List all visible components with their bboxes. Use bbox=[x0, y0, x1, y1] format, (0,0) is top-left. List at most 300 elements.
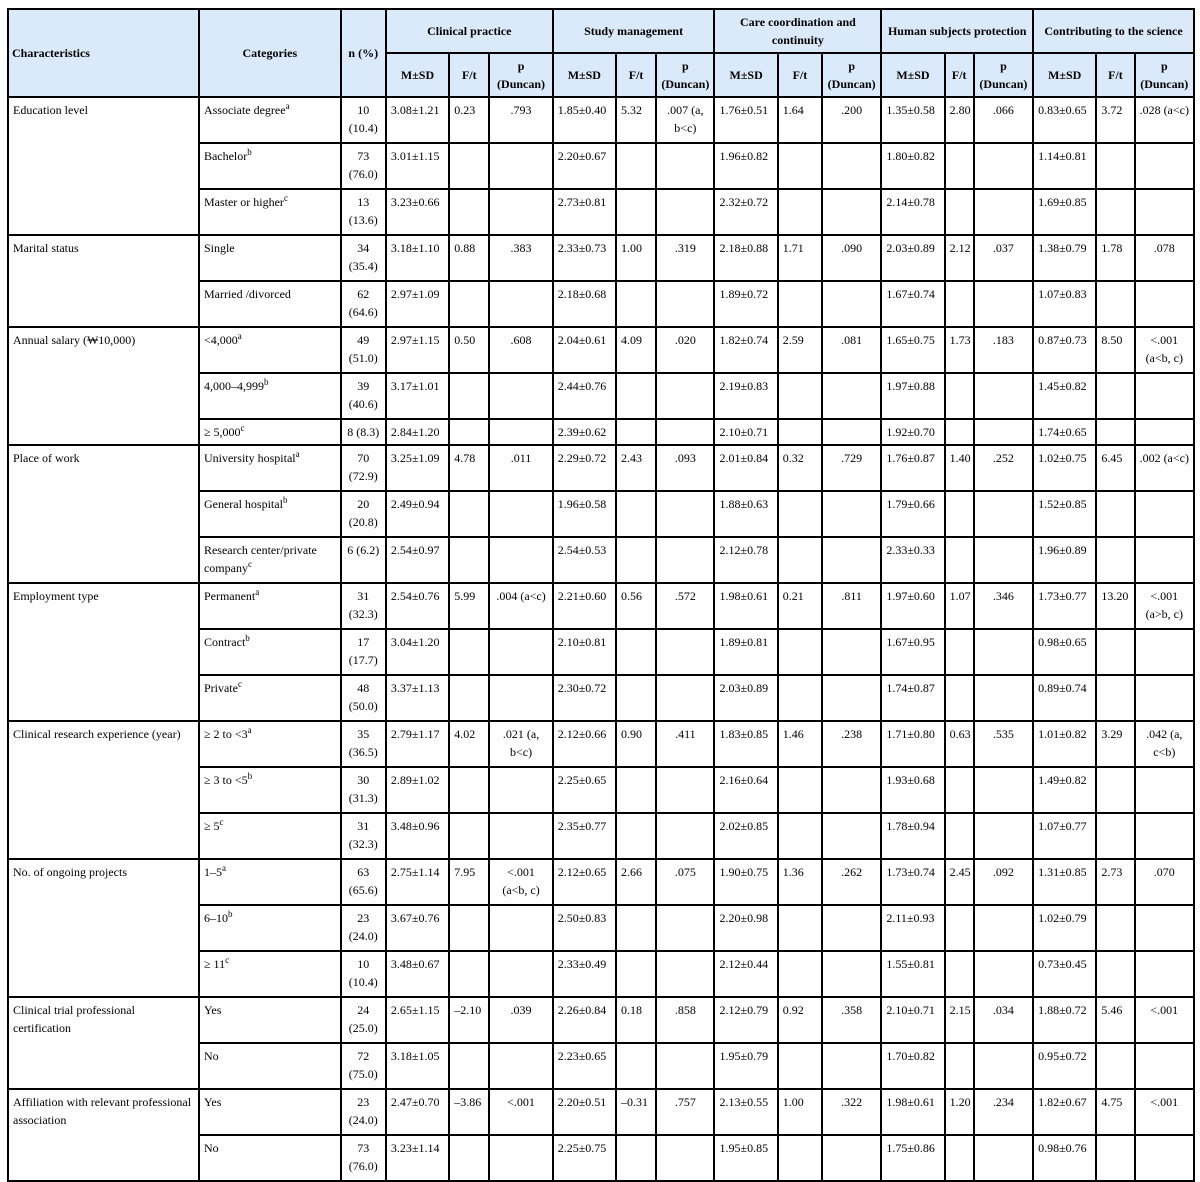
table-row bbox=[8, 721, 1194, 767]
p-cell: .793 bbox=[489, 97, 552, 143]
p-cell: .757 bbox=[656, 1089, 714, 1135]
msd-cell: 3.67±0.76 bbox=[386, 905, 449, 951]
category-cell bbox=[199, 1089, 341, 1135]
msd-cell: 1.80±0.82 bbox=[881, 143, 944, 189]
group-superscript: c bbox=[247, 559, 252, 569]
msd-cell: 1.07±0.77 bbox=[1033, 813, 1096, 859]
msd-cell: 1.97±0.88 bbox=[881, 373, 944, 419]
msd-cell: 2.02±0.85 bbox=[714, 813, 777, 859]
ft-cell bbox=[778, 675, 822, 721]
p-cell: .608 bbox=[489, 327, 552, 373]
characteristic-cell: Clinical trial professional certification bbox=[8, 997, 199, 1089]
msd-cell: 2.03±0.89 bbox=[714, 675, 777, 721]
ft-cell: 0.92 bbox=[778, 997, 822, 1043]
ft-cell bbox=[1096, 189, 1134, 235]
p-cell: <.001 (a<b, c) bbox=[1135, 327, 1194, 373]
msd-cell: 2.65±1.15 bbox=[386, 997, 449, 1043]
group-superscript: c bbox=[240, 423, 245, 433]
p-cell bbox=[1135, 189, 1194, 235]
msd-cell: 1.02±0.75 bbox=[1033, 445, 1096, 491]
p-cell bbox=[1135, 491, 1194, 537]
msd-cell: 2.12±0.79 bbox=[714, 997, 777, 1043]
category-cell bbox=[199, 721, 341, 767]
ft-cell bbox=[616, 281, 656, 327]
category-cell bbox=[199, 905, 341, 951]
msd-cell: 1.14±0.81 bbox=[1033, 143, 1096, 189]
msd-cell: 3.04±1.20 bbox=[386, 629, 449, 675]
ft-cell: 4.75 bbox=[1096, 1089, 1134, 1135]
p-cell bbox=[489, 143, 552, 189]
p-cell bbox=[974, 189, 1033, 235]
n-percent-cell: 73 (76.0) bbox=[341, 143, 386, 189]
p-cell bbox=[822, 813, 881, 859]
p-cell bbox=[822, 281, 881, 327]
ft-cell bbox=[778, 189, 822, 235]
table-row bbox=[8, 97, 1194, 143]
group-superscript: c bbox=[225, 955, 230, 965]
n-percent-cell: 34 (35.4) bbox=[341, 235, 386, 281]
msd-cell: 1.55±0.81 bbox=[881, 951, 944, 997]
msd-cell: 3.23±1.14 bbox=[386, 1135, 449, 1181]
ft-cell bbox=[449, 905, 489, 951]
ft-cell bbox=[945, 629, 974, 675]
header-categories: Categories bbox=[199, 9, 341, 97]
ft-cell: 8.50 bbox=[1096, 327, 1134, 373]
msd-cell: 2.12±0.65 bbox=[553, 859, 616, 905]
msd-cell: 2.97±1.15 bbox=[386, 327, 449, 373]
msd-cell: 2.84±1.20 bbox=[386, 419, 449, 445]
msd-cell: 2.47±0.70 bbox=[386, 1089, 449, 1135]
ft-cell: 1.00 bbox=[778, 1089, 822, 1135]
header-msd: M±SD bbox=[553, 53, 616, 97]
category-cell bbox=[199, 951, 341, 997]
msd-cell: 2.13±0.55 bbox=[714, 1089, 777, 1135]
ft-cell bbox=[945, 537, 974, 583]
p-cell: .200 bbox=[822, 97, 881, 143]
msd-cell: 3.18±1.10 bbox=[386, 235, 449, 281]
msd-cell: 2.33±0.49 bbox=[553, 951, 616, 997]
n-percent-cell: 8 (8.3) bbox=[341, 419, 386, 445]
ft-cell bbox=[1096, 281, 1134, 327]
p-cell bbox=[822, 1043, 881, 1089]
category-label: Master or higher bbox=[203, 195, 284, 209]
category-label: ≥ 5,000 bbox=[203, 425, 241, 439]
category-cell bbox=[199, 767, 341, 813]
ft-cell bbox=[616, 629, 656, 675]
p-cell bbox=[656, 1043, 714, 1089]
p-cell bbox=[974, 675, 1033, 721]
category-label: No bbox=[203, 1049, 219, 1063]
msd-cell: 1.88±0.63 bbox=[714, 491, 777, 537]
p-cell bbox=[1135, 419, 1194, 445]
p-cell: .411 bbox=[656, 721, 714, 767]
p-cell: .042 (a, c<b) bbox=[1135, 721, 1194, 767]
group-superscript: a bbox=[221, 863, 226, 873]
ft-cell: 0.56 bbox=[616, 583, 656, 629]
table-body bbox=[8, 97, 1194, 1181]
p-cell bbox=[656, 813, 714, 859]
ft-cell: 0.18 bbox=[616, 997, 656, 1043]
msd-cell: 2.33±0.33 bbox=[881, 537, 944, 583]
ft-cell: –3.86 bbox=[449, 1089, 489, 1135]
ft-cell bbox=[1096, 951, 1134, 997]
msd-cell: 2.35±0.77 bbox=[553, 813, 616, 859]
ft-cell: 2.80 bbox=[945, 97, 974, 143]
category-label: University hospital bbox=[203, 451, 296, 465]
p-cell bbox=[822, 373, 881, 419]
msd-cell: 1.07±0.83 bbox=[1033, 281, 1096, 327]
p-cell bbox=[974, 629, 1033, 675]
ft-cell bbox=[945, 1043, 974, 1089]
msd-cell: 2.33±0.73 bbox=[553, 235, 616, 281]
ft-cell: 7.95 bbox=[449, 859, 489, 905]
msd-cell: 0.87±0.73 bbox=[1033, 327, 1096, 373]
ft-cell bbox=[1096, 767, 1134, 813]
msd-cell: 2.30±0.72 bbox=[553, 675, 616, 721]
ft-cell: 1.78 bbox=[1096, 235, 1134, 281]
group-superscript: c bbox=[283, 193, 288, 203]
p-cell: .090 bbox=[822, 235, 881, 281]
ft-cell bbox=[616, 419, 656, 445]
p-cell bbox=[1135, 675, 1194, 721]
ft-cell bbox=[449, 1043, 489, 1089]
category-label: ≥ 5 bbox=[203, 819, 220, 833]
p-cell bbox=[974, 491, 1033, 537]
n-percent-cell: 48 (50.0) bbox=[341, 675, 386, 721]
msd-cell: 1.82±0.74 bbox=[714, 327, 777, 373]
n-percent-cell: 73 (76.0) bbox=[341, 1135, 386, 1181]
group-superscript: c bbox=[219, 817, 224, 827]
ft-cell bbox=[945, 281, 974, 327]
ft-cell bbox=[449, 189, 489, 235]
p-cell bbox=[974, 951, 1033, 997]
ft-cell: 3.72 bbox=[1096, 97, 1134, 143]
p-cell bbox=[489, 189, 552, 235]
ft-cell bbox=[449, 951, 489, 997]
ft-cell: –0.31 bbox=[616, 1089, 656, 1135]
n-percent-cell: 10 (10.4) bbox=[341, 97, 386, 143]
category-label: ≥ 11 bbox=[203, 957, 226, 971]
ft-cell bbox=[778, 281, 822, 327]
category-cell bbox=[199, 1043, 341, 1089]
p-cell bbox=[489, 419, 552, 445]
msd-cell: 2.18±0.88 bbox=[714, 235, 777, 281]
ft-cell bbox=[449, 373, 489, 419]
n-percent-cell: 30 (31.3) bbox=[341, 767, 386, 813]
header-p-duncan: p (Duncan) bbox=[822, 53, 881, 97]
p-cell bbox=[656, 491, 714, 537]
p-cell: .811 bbox=[822, 583, 881, 629]
p-cell bbox=[1135, 1135, 1194, 1181]
p-cell bbox=[974, 1135, 1033, 1181]
ft-cell bbox=[945, 143, 974, 189]
p-cell: .238 bbox=[822, 721, 881, 767]
group-superscript: a bbox=[247, 725, 252, 735]
p-cell: .092 bbox=[974, 859, 1033, 905]
characteristic-cell: Affiliation with relevant professional association bbox=[8, 1089, 199, 1181]
ft-cell bbox=[945, 767, 974, 813]
msd-cell: 3.23±0.66 bbox=[386, 189, 449, 235]
p-cell bbox=[822, 629, 881, 675]
ft-cell bbox=[778, 813, 822, 859]
ft-cell: 5.46 bbox=[1096, 997, 1134, 1043]
category-cell bbox=[199, 281, 341, 327]
group-superscript: b bbox=[247, 771, 253, 781]
p-cell bbox=[974, 1043, 1033, 1089]
msd-cell: 3.08±1.21 bbox=[386, 97, 449, 143]
ft-cell: 1.46 bbox=[778, 721, 822, 767]
p-cell: .858 bbox=[656, 997, 714, 1043]
ft-cell bbox=[616, 675, 656, 721]
msd-cell: 1.98±0.61 bbox=[714, 583, 777, 629]
n-percent-cell: 63 (65.6) bbox=[341, 859, 386, 905]
msd-cell: 1.82±0.67 bbox=[1033, 1089, 1096, 1135]
category-cell bbox=[199, 675, 341, 721]
table-row bbox=[8, 859, 1194, 905]
category-label: Research center/private company bbox=[203, 543, 317, 575]
header-ft: F/t bbox=[778, 53, 822, 97]
n-percent-cell: 31 (32.3) bbox=[341, 583, 386, 629]
p-cell: .252 bbox=[974, 445, 1033, 491]
p-cell: .020 bbox=[656, 327, 714, 373]
ft-cell bbox=[1096, 813, 1134, 859]
msd-cell: 1.65±0.75 bbox=[881, 327, 944, 373]
msd-cell: 2.32±0.72 bbox=[714, 189, 777, 235]
p-cell bbox=[974, 419, 1033, 445]
n-percent-cell: 23 (24.0) bbox=[341, 905, 386, 951]
ft-cell bbox=[1096, 905, 1134, 951]
msd-cell: 0.98±0.65 bbox=[1033, 629, 1096, 675]
msd-cell: 2.10±0.71 bbox=[881, 997, 944, 1043]
header-n: n (%) bbox=[341, 9, 386, 97]
ft-cell: 0.21 bbox=[778, 583, 822, 629]
group-superscript: b bbox=[227, 909, 233, 919]
p-cell bbox=[974, 281, 1033, 327]
msd-cell: 1.88±0.72 bbox=[1033, 997, 1096, 1043]
msd-cell: 2.12±0.78 bbox=[714, 537, 777, 583]
p-cell bbox=[489, 373, 552, 419]
msd-cell: 1.96±0.58 bbox=[553, 491, 616, 537]
ft-cell bbox=[778, 1043, 822, 1089]
group-superscript: b bbox=[282, 495, 288, 505]
header-ft: F/t bbox=[1096, 53, 1134, 97]
category-label: Private bbox=[203, 681, 238, 695]
p-cell bbox=[489, 951, 552, 997]
p-cell bbox=[489, 1135, 552, 1181]
category-cell bbox=[199, 813, 341, 859]
ft-cell bbox=[616, 373, 656, 419]
p-cell: .066 bbox=[974, 97, 1033, 143]
p-cell bbox=[1135, 373, 1194, 419]
msd-cell: 0.83±0.65 bbox=[1033, 97, 1096, 143]
characteristic-cell: Employment type bbox=[8, 583, 199, 721]
p-cell: .358 bbox=[822, 997, 881, 1043]
msd-cell: 1.96±0.82 bbox=[714, 143, 777, 189]
header-group-study-management: Study management bbox=[553, 9, 715, 53]
p-cell bbox=[822, 189, 881, 235]
n-percent-cell: 24 (25.0) bbox=[341, 997, 386, 1043]
p-cell bbox=[656, 675, 714, 721]
category-cell bbox=[199, 491, 341, 537]
msd-cell: 2.44±0.76 bbox=[553, 373, 616, 419]
p-cell bbox=[822, 905, 881, 951]
n-percent-cell: 20 (20.8) bbox=[341, 491, 386, 537]
p-cell: .572 bbox=[656, 583, 714, 629]
msd-cell: 2.25±0.75 bbox=[553, 1135, 616, 1181]
n-percent-cell: 17 (17.7) bbox=[341, 629, 386, 675]
header-p-duncan: p (Duncan) bbox=[1135, 53, 1194, 97]
n-percent-cell: 72 (75.0) bbox=[341, 1043, 386, 1089]
p-cell bbox=[974, 373, 1033, 419]
ft-cell bbox=[449, 537, 489, 583]
ft-cell bbox=[1096, 491, 1134, 537]
ft-cell bbox=[945, 491, 974, 537]
p-cell bbox=[822, 419, 881, 445]
n-percent-cell: 49 (51.0) bbox=[341, 327, 386, 373]
header-p-duncan: p (Duncan) bbox=[974, 53, 1033, 97]
ft-cell: 1.00 bbox=[616, 235, 656, 281]
p-cell bbox=[489, 537, 552, 583]
category-label: No bbox=[203, 1141, 219, 1155]
category-label: Yes bbox=[203, 1095, 222, 1109]
msd-cell: 1.01±0.82 bbox=[1033, 721, 1096, 767]
p-cell: .004 (a<c) bbox=[489, 583, 552, 629]
header-group-clinical-practice: Clinical practice bbox=[386, 9, 553, 53]
msd-cell: 2.01±0.84 bbox=[714, 445, 777, 491]
n-percent-cell: 62 (64.6) bbox=[341, 281, 386, 327]
category-cell bbox=[199, 1135, 341, 1181]
category-label: Single bbox=[203, 241, 235, 255]
category-cell bbox=[199, 143, 341, 189]
msd-cell: 1.74±0.65 bbox=[1033, 419, 1096, 445]
table-container bbox=[7, 8, 1195, 1182]
p-cell bbox=[974, 813, 1033, 859]
table-row bbox=[8, 445, 1194, 491]
ft-cell bbox=[778, 767, 822, 813]
p-cell: .183 bbox=[974, 327, 1033, 373]
p-cell bbox=[974, 143, 1033, 189]
ft-cell bbox=[778, 537, 822, 583]
p-cell: .007 (a, b<c) bbox=[656, 97, 714, 143]
msd-cell: 1.35±0.58 bbox=[881, 97, 944, 143]
header-p-duncan: p (Duncan) bbox=[489, 53, 552, 97]
p-cell bbox=[489, 767, 552, 813]
msd-cell: 1.97±0.60 bbox=[881, 583, 944, 629]
msd-cell: 2.20±0.51 bbox=[553, 1089, 616, 1135]
msd-cell: 2.23±0.65 bbox=[553, 1043, 616, 1089]
msd-cell: 2.12±0.66 bbox=[553, 721, 616, 767]
p-cell bbox=[822, 491, 881, 537]
n-percent-cell: 70 (72.9) bbox=[341, 445, 386, 491]
p-cell: .037 bbox=[974, 235, 1033, 281]
ft-cell bbox=[449, 1135, 489, 1181]
p-cell bbox=[974, 767, 1033, 813]
msd-cell: 1.92±0.70 bbox=[881, 419, 944, 445]
characteristic-cell: No. of ongoing projects bbox=[8, 859, 199, 997]
n-percent-cell: 31 (32.3) bbox=[341, 813, 386, 859]
msd-cell: 1.49±0.82 bbox=[1033, 767, 1096, 813]
ft-cell bbox=[616, 905, 656, 951]
msd-cell: 2.10±0.71 bbox=[714, 419, 777, 445]
msd-cell: 0.89±0.74 bbox=[1033, 675, 1096, 721]
ft-cell bbox=[945, 189, 974, 235]
msd-cell: 2.97±1.09 bbox=[386, 281, 449, 327]
category-label: General hospital bbox=[203, 497, 283, 511]
ft-cell: 1.36 bbox=[778, 859, 822, 905]
group-superscript: a bbox=[237, 331, 242, 341]
msd-cell: 2.14±0.78 bbox=[881, 189, 944, 235]
msd-cell: 1.98±0.61 bbox=[881, 1089, 944, 1135]
msd-cell: 2.39±0.62 bbox=[553, 419, 616, 445]
ft-cell: 0.32 bbox=[778, 445, 822, 491]
header-group-contributing-science: Contributing to the science bbox=[1033, 9, 1194, 53]
ft-cell bbox=[778, 905, 822, 951]
p-cell: <.001 (a<b, c) bbox=[489, 859, 552, 905]
ft-cell: 13.20 bbox=[1096, 583, 1134, 629]
category-cell bbox=[199, 445, 341, 491]
p-cell bbox=[822, 1135, 881, 1181]
ft-cell: 2.15 bbox=[945, 997, 974, 1043]
ft-cell bbox=[616, 143, 656, 189]
ft-cell: 1.64 bbox=[778, 97, 822, 143]
category-label: Associate degree bbox=[203, 103, 286, 117]
ft-cell: 0.90 bbox=[616, 721, 656, 767]
msd-cell: 3.25±1.09 bbox=[386, 445, 449, 491]
ft-cell bbox=[945, 905, 974, 951]
n-percent-cell: 10 (10.4) bbox=[341, 951, 386, 997]
msd-cell: 2.16±0.64 bbox=[714, 767, 777, 813]
p-cell bbox=[822, 537, 881, 583]
ft-cell: 1.71 bbox=[778, 235, 822, 281]
p-cell bbox=[656, 419, 714, 445]
category-label: Permanent bbox=[203, 589, 256, 603]
msd-cell: 1.95±0.79 bbox=[714, 1043, 777, 1089]
category-cell bbox=[199, 859, 341, 905]
p-cell bbox=[1135, 143, 1194, 189]
ft-cell bbox=[1096, 419, 1134, 445]
p-cell bbox=[1135, 537, 1194, 583]
p-cell: .322 bbox=[822, 1089, 881, 1135]
ft-cell: 0.88 bbox=[449, 235, 489, 281]
msd-cell: 0.95±0.72 bbox=[1033, 1043, 1096, 1089]
group-superscript: b bbox=[245, 633, 250, 643]
category-cell bbox=[199, 373, 341, 419]
table-row bbox=[8, 997, 1194, 1043]
category-cell bbox=[199, 97, 341, 143]
msd-cell: 1.71±0.80 bbox=[881, 721, 944, 767]
ft-cell bbox=[1096, 373, 1134, 419]
p-cell bbox=[656, 767, 714, 813]
table-row bbox=[8, 1089, 1194, 1135]
ft-cell bbox=[449, 491, 489, 537]
group-superscript: b bbox=[263, 377, 269, 387]
p-cell: .021 (a, b<c) bbox=[489, 721, 552, 767]
p-cell bbox=[822, 675, 881, 721]
group-superscript: a bbox=[255, 587, 260, 597]
msd-cell: 2.10±0.81 bbox=[553, 629, 616, 675]
ft-cell bbox=[945, 373, 974, 419]
msd-cell: 2.29±0.72 bbox=[553, 445, 616, 491]
p-cell bbox=[489, 1043, 552, 1089]
msd-cell: 1.73±0.74 bbox=[881, 859, 944, 905]
ft-cell: 2.45 bbox=[945, 859, 974, 905]
ft-cell bbox=[778, 419, 822, 445]
msd-cell: 1.89±0.72 bbox=[714, 281, 777, 327]
msd-cell: 2.20±0.67 bbox=[553, 143, 616, 189]
msd-cell: 3.48±0.67 bbox=[386, 951, 449, 997]
p-cell bbox=[656, 281, 714, 327]
p-cell bbox=[1135, 629, 1194, 675]
